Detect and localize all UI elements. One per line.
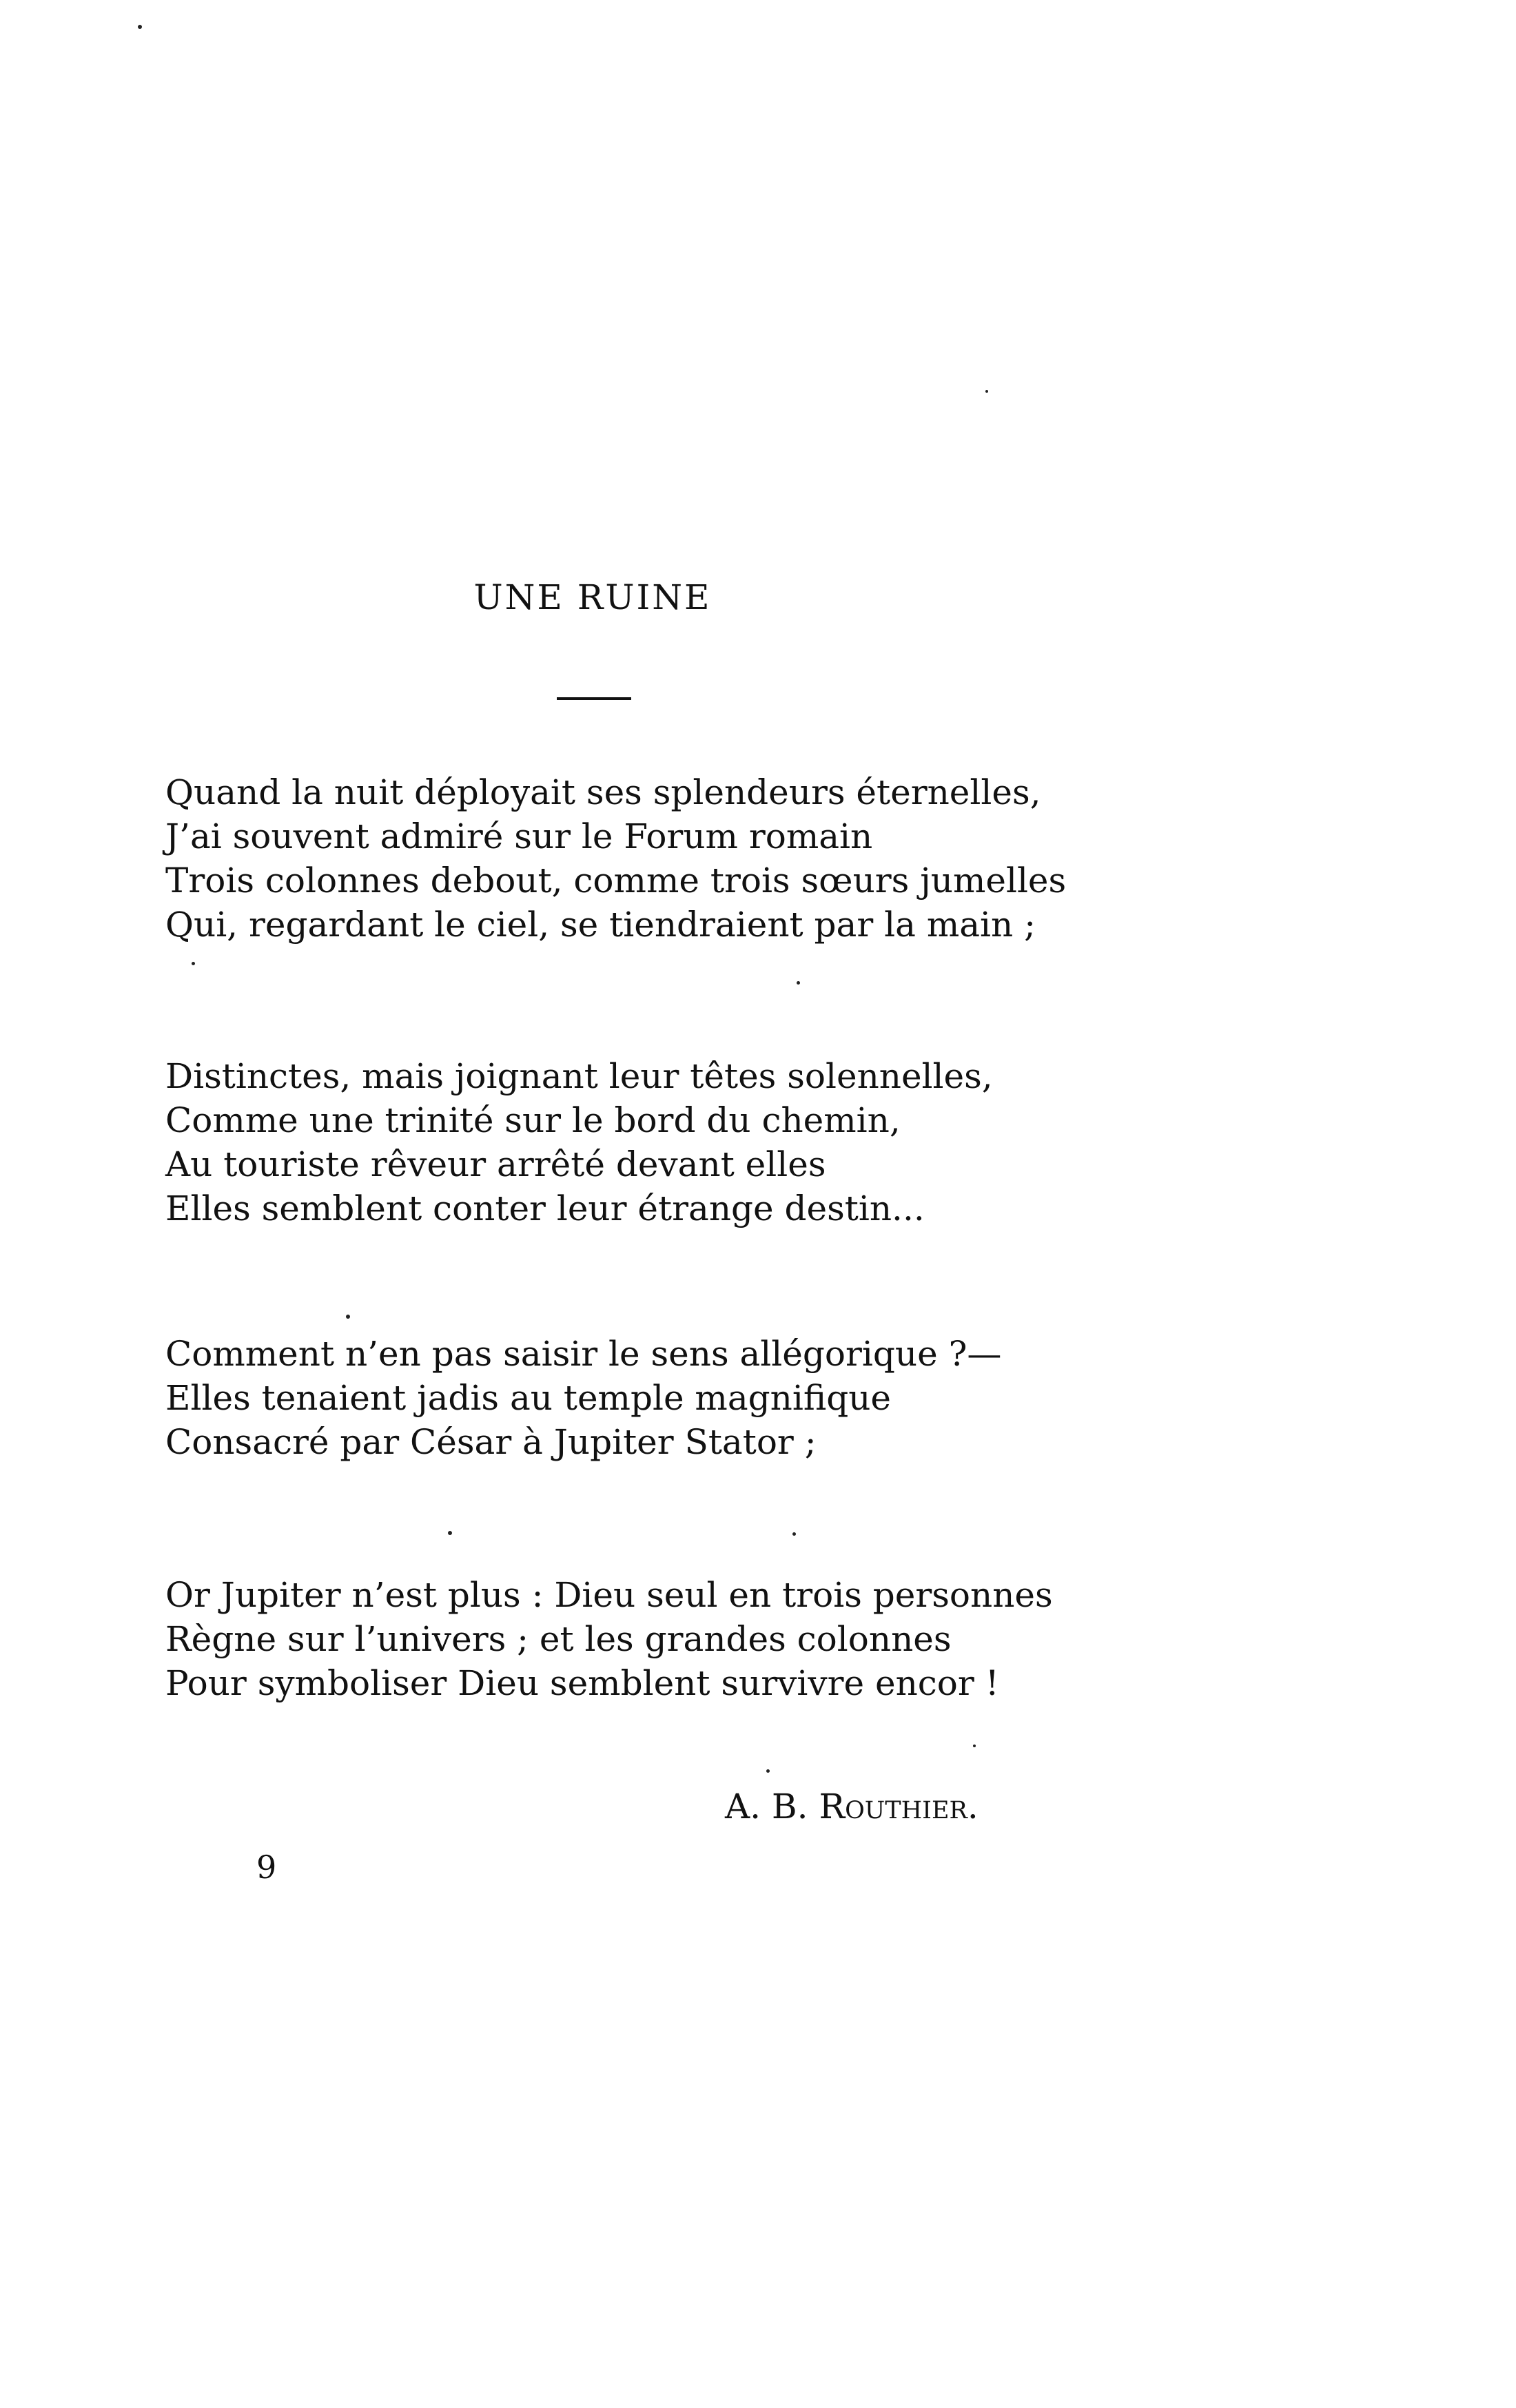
ink-speck [192,962,195,965]
stanza-4 [165,1573,1053,1705]
verse-line: Comme une trinité sur le bord du chemin, [165,1100,901,1140]
author-initials: A. B. [725,1787,808,1826]
verse-line: Elles semblent conter leur étrange destin... [165,1188,925,1228]
ink-speck [766,1769,770,1773]
ink-speck [138,25,142,29]
ink-speck [346,1315,350,1319]
verse-line: Comment n’en pas saisir le sens allégorique ?— [165,1334,1002,1374]
verse-line: Elles tenaient jadis au temple magnifique [165,1378,892,1418]
verse-line: Trois colonnes debout, comme trois sœurs jumelles [165,861,1067,901]
ink-speck [448,1531,452,1535]
verse-line: Distinctes, mais joignant leur têtes solennelles, [165,1056,993,1096]
verse-line: Consacré par César à Jupiter Stator ; [165,1422,817,1462]
verse-line: Règne sur l’univers ; et les grandes colonnes [165,1619,952,1659]
author-signature [725,1784,979,1829]
ink-speck [797,981,800,985]
ink-speck [792,1532,796,1536]
verse-line: Qui, regardant le ciel, se tiendraient par la main ; [165,905,1036,945]
verse-line: Or Jupiter n’est plus : Dieu seul en trois personnes [165,1575,1053,1615]
verse-line: Quand la nuit déployait ses splendeurs éternelles, [165,772,1041,812]
page-number: 9 [256,1849,277,1886]
ink-speck [973,1745,976,1747]
stanza-2 [165,1054,993,1231]
poem-title: UNE RUINE [473,577,712,617]
stanza-3 [165,1332,1001,1464]
title-divider [557,697,631,700]
ink-speck [985,390,988,393]
stanza-1 [165,770,1066,947]
verse-line: Au touriste rêveur arrêté devant elles [165,1144,826,1184]
verse-line: Pour symboliser Dieu semblent survivre encor ! [165,1663,999,1703]
author-surname: Routhier. [819,1787,979,1826]
verse-line: J’ai souvent admiré sur le Forum romain [165,816,873,856]
